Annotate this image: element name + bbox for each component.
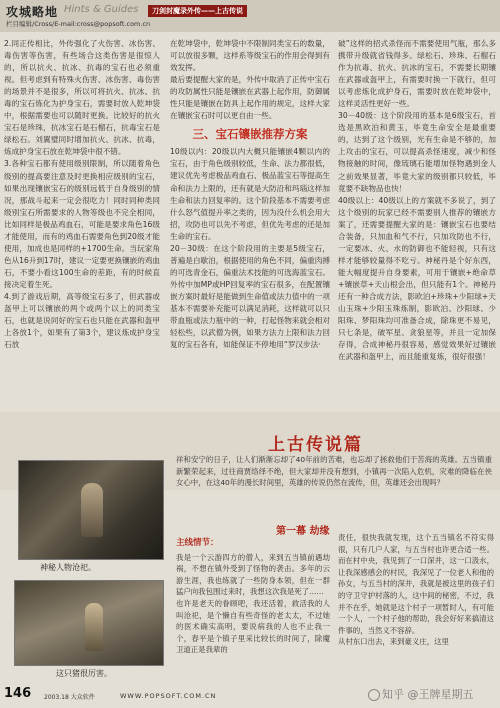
paragraph: 2.同正传相比，外传强化了火伤害、冰伤害、毒伤害等伤害，有些场合这类伤害是很惊人的，所以抗火、抗冰、抗毒的宝石也必须重视。但考虑到有特殊火伤害、冰伤害、毒伤害的场景并不是很多，所以可将抗火、抗冰、抗毒的宝石炼化为护身宝石，需要时放入乾坤袋中，根据需要也可以随时更换。比较好的抗火宝石是珍珠，抗冰宝石是石榴石，抗毒宝石是绿松石。刘翼璧同时增加抗火、抗冰、抗毒，炼成护身宝石放在乾坤袋中很不错。 — [4, 39, 160, 157]
page-header — [0, 0, 500, 32]
issue-info: 2003.18 大众软件 — [44, 694, 95, 701]
character-figure — [81, 483, 103, 537]
story-title: 上古传说篇 — [268, 435, 363, 455]
column-right — [338, 38, 496, 363]
paragraph: 3.各种宝石都有使用级别限制，所以随着角色级别的提高要注意及时更换相应级别的宝石，如果出现镶嵌宝石的级别远低于自身级别的情况，那战斗起来一定会很吃力！同时同种类同级别宝石所需要求的人物等级也不完全相同，比如同样是极品鸡血石，可能是要求角色16级才能使用，而有的鸡血石需要角色到20级才能使用，加成也是同样的+1700生命。当玩家角色从16升到17时，建议一定要更换镶嵌的鸡血石，不要小看这100生命的差距，有的时候直接决定着生死。 — [4, 159, 161, 289]
watermark-text: 知乎 @王牌星期五 — [382, 688, 474, 701]
paragraph: 最后要提醒大家的是，外传中取消了正传中宝石的攻防属性只能是镶嵌在武器上起作用，防御属性只能是镶嵌在防具上起作用的规定，这样大家在镶嵌宝石时可以更自由一些。 — [170, 75, 330, 121]
paragraph: 10级以内：20级以内大概只能镶嵌4颗以内的宝石，由于角色级别较低，生命、法力都很低，建议优先考虑极品鸡血石、极品蓝宝石等提高生命和法力上限的，还有就是大防沿和玛瑙这样加生命和法力回复率的。这个阶段基本不需要考虑什么怒气值提升率之类的，因为没什么机会用大招，攻防也可以先不考虑，但优先考虑的还是加生命的宝石。 — [170, 147, 330, 241]
website-url: WWW.POPSOFT.COM.CN — [120, 692, 217, 700]
image-caption: 这只猪很厉害。 — [56, 669, 112, 678]
story-section — [0, 412, 500, 682]
section-title: 攻城略地 — [6, 5, 59, 19]
paragraph: 30－40级：这个阶段用的基本是6级宝石，首选是黑欧泊和黄玉，毕竟生命安全是最重要的，达到了这个级别，光有生命是不够的，加上攻击的宝石，可以提高杀怪速度，减少和怪物接触的时间，像琉璃石能增加怪物遇到金人之前效果显著，毕竟大家的级别都只较低，毕竟要不缺物品也快！ — [338, 111, 496, 193]
column-left — [4, 38, 160, 351]
topic-badge: 刀剑封魔录外传——上古传说 — [148, 5, 247, 17]
story-intro: 祥和安宁的日子，让人们渐渐忘却了40年前的苦难，也忘却了拯救他们于苦海的英雄。五当镇重新繁荣起来，过往商贾络绎不绝，但大家却并没有想到，小镇再一次陷入危机，灾难的降临在侠女心中，在这40年的漫长时间里，英雄的传说仍然在流传，但，英雄还会出现吗？ — [176, 455, 492, 487]
page-number: 146 — [4, 686, 32, 701]
sub-heading: 主线情节： — [176, 538, 219, 548]
paragraph: 20－30级：在这个阶段用的主要是5级宝石，普遍是白歇泊，根据使用的角色不同，偏重肉搏的可选青金石，偏重法术技能的可选海蓝宝石。外传中加MP或HP回复率的宝石很多，在配置镶嵌方案时最好是能做到生命值或法力值中的一项基本不需要补充能可以满足消耗，这样就可以只带血瓶或法力瓶中的一种，打起怪物来就会相对轻松些，以武僧为例，如果方法力上限和法力回复的宝石各有，如能保证不停地用“罗汉步法· — [170, 243, 330, 350]
section-title-english: Hints & Guides — [64, 4, 139, 15]
page-footer — [0, 682, 500, 708]
story-column-left — [176, 538, 330, 656]
editor-line: 栏目编辑/Cross/E-mail:cross@popsoft.com.cn — [6, 20, 151, 28]
paragraph: 4.到了游戏后期，高等级宝石多了，但武器或盔甲上可以镶嵌的两个或两个以上的同类宝石，也就是说同好的宝石也只能在武器和盔甲上各放1个，如果有了第3个，建议炼成护身宝石放 — [4, 291, 160, 350]
paragraph: 我是一个云游四方的僧人，来到五当镇前遇劫祸，不想在镇外受到了怪物的袭击。多年的云游生涯，我也练就了一些防身本领，但在一群猛户向我包围过来时，我想这次我是死了…… 也许是老天的眷顾吧，我还活着，救活我的人叫沧祀，是个懒自有些奇怪的老太太，不过她的医术确实高明，要说病我的人也不止我一个，春平是个镇子里采比较长的时间了，除魔卫道正是我辈的 — [176, 552, 330, 655]
column-middle — [170, 38, 330, 351]
paragraph: 在乾坤袋中，乾坤袋中不限制同类宝石的数量，可以放很多颗，这样系等级宝石的作用会得到有效发挥。 — [170, 39, 330, 73]
story-column-right — [338, 532, 494, 648]
section-heading: 三、宝石镶嵌推荐方案 — [192, 127, 308, 142]
paragraph: 破”这样的招式杀怪而不需要使用气瓶，那么多携带升级就省钱得多。绿松石、珍珠、石榴石作为抗毒、抗火、抗冰的宝石，不需要长期镶在武器或盔甲上，有需要时换一下就行，但可以考虑炼化成护身石，需要时放在乾坤袋中，这样灵活性更好一些。 — [338, 39, 496, 109]
paragraph: 责任，很快我就发现，这个五当镇名不符实得很，只有几户人家，与五当村也许更合适一些。而在村中央，我见到了一口深井，这一口汲水，让我深感感会的村民，我深见了一位老人和他的孙女，与五当村的深井，我就是被这里的孩子们的守卫守护村落的人，这中间的秘密，不过，我并不在乎，她就是这个村子一项暂时人，有可能一个人，一个村子他的帮助，我会好好来搞清这件事的，当然义不容辞。 从村东口出去，来到豪义庄，这里 — [338, 533, 494, 647]
screenshot-pig-monster — [14, 580, 164, 666]
paragraph: 40级以上：40级以上的方案就不多说了，到了这个级别的玩家已经不需要别人推荐的镶嵌方案了，还需要提醒大家的是：镶嵌宝石也要结合装备，只加血和气不行，只加攻防也不行，一定要冰、火、水的防御也不能轻视，只有这样才能够较量得不吃亏。神秘丹是个好东西，能大幅度提升自身要素，可用于镶嵌+绝命草+镶嵌草+天山根会出，但只能有1个。神秘丹还有一种合成方法，影欧泊+珍珠+少阳球+天山玉珠+少阳玉珠炼制，影欧泊、沙阳球、少阳珠、梦阳珠均可准备合成，除珠更不易见，只七条是，破军星、贪狼星等，并且一定加保存得，合成神秘丹很容易，感觉效果好过镶嵌在武器和盔甲上，而且能重复炼，很好很强！ — [338, 195, 496, 362]
screenshot-mysterious-figure — [18, 460, 164, 560]
watermark — [368, 686, 474, 702]
image-caption: 神秘人物沧祀。 — [40, 563, 96, 572]
episode-heading: 第一幕 劫缘 — [276, 526, 330, 537]
character-figure — [85, 603, 103, 651]
zhihu-icon — [368, 689, 380, 701]
